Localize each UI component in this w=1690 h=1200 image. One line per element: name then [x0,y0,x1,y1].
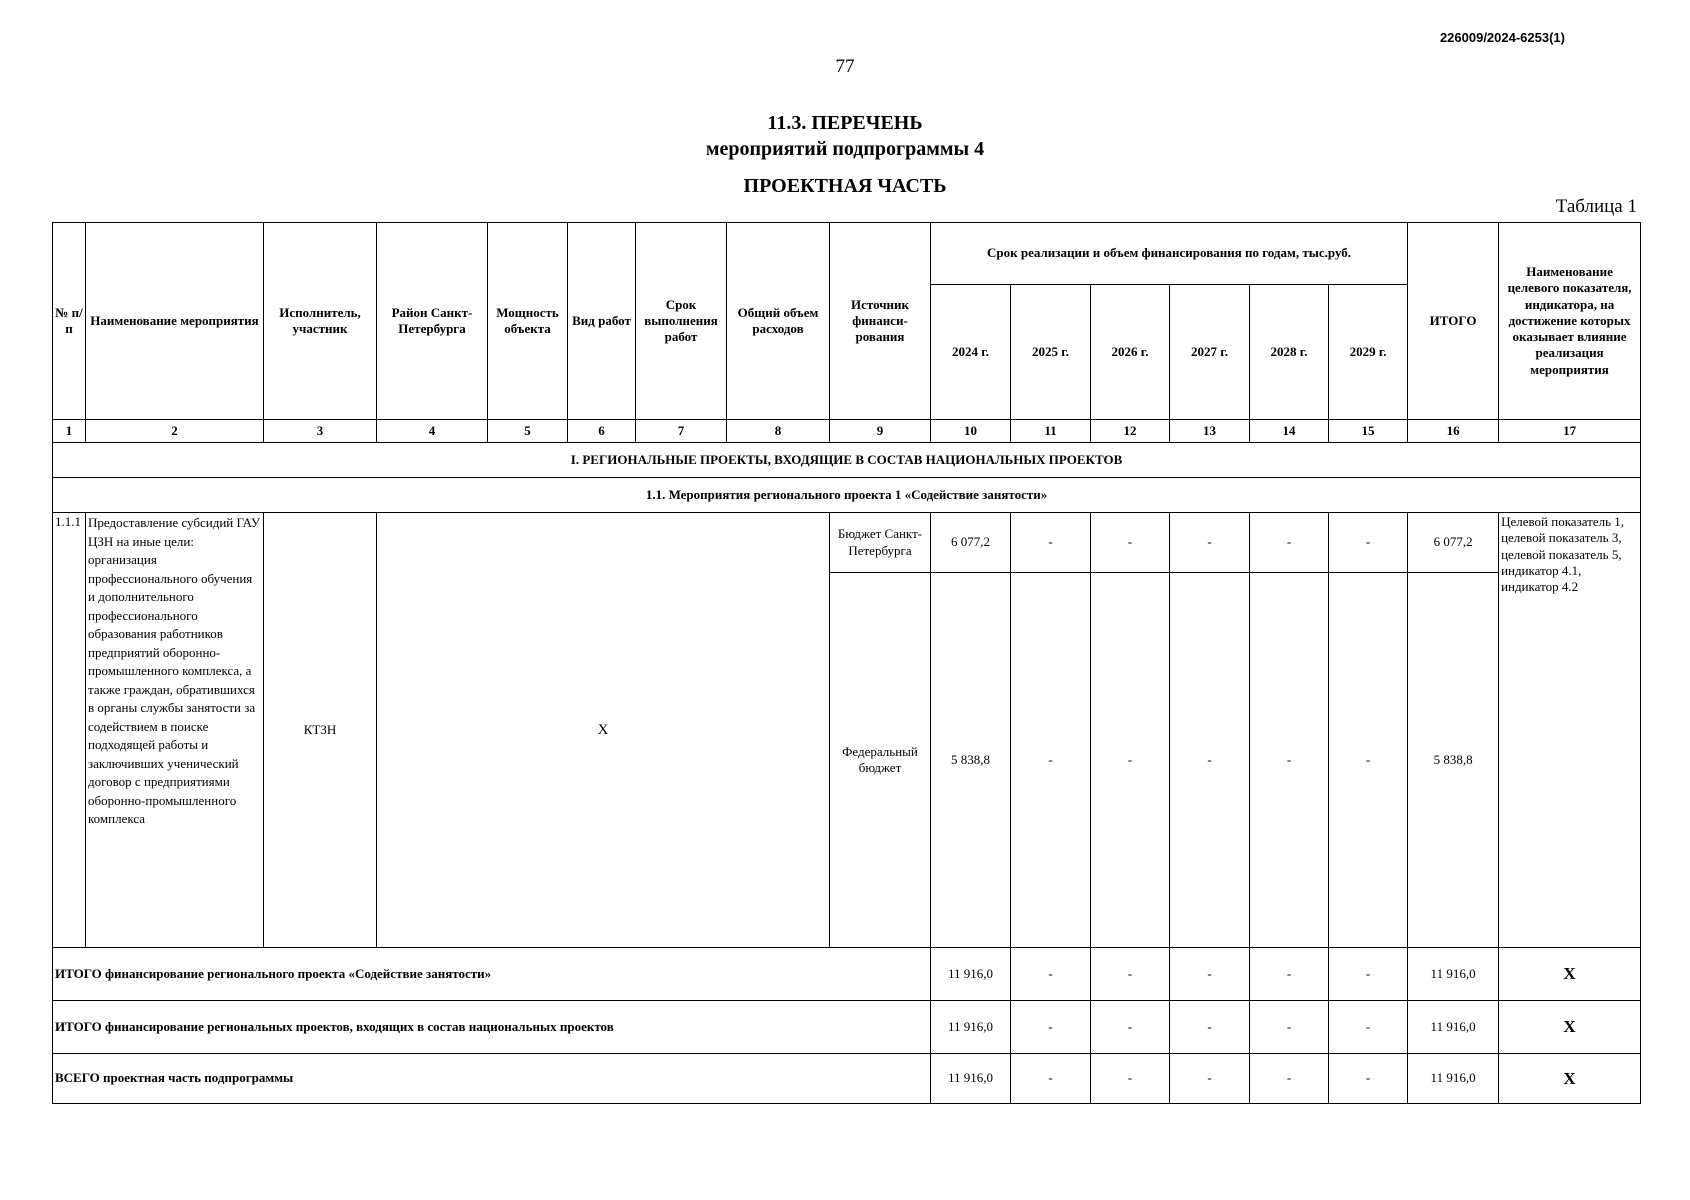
column-number: 5 [488,420,568,443]
value-2026: - [1091,948,1170,1001]
title-line-1: 11.3. ПЕРЕЧЕНЬ [767,112,923,134]
value-2028: - [1250,1054,1329,1104]
title-line-2: мероприятий подпрограммы 4 [705,138,985,160]
table-label: Таблица 1 [1555,196,1637,217]
totals-label: ИТОГО финансирование регионального проекта «Содействие занятости» [53,948,931,1001]
header-funding-by-year: Срок реализации и объем финансирования по годам, тыс.руб. [931,223,1408,285]
item-x-mark: Х [377,513,830,948]
column-number: 14 [1250,420,1329,443]
header-year-2025: 2025 г. [1011,285,1091,420]
totals-row [53,1001,1641,1054]
value-2027: - [1170,1001,1250,1054]
value-2024: 11 916,0 [931,948,1011,1001]
item-executor: КТЗН [264,513,377,948]
column-number: 1 [53,420,86,443]
totals-label: ИТОГО финансирование региональных проектов, входящих в состав национальных проектов [53,1001,931,1054]
x-mark: Х [1499,1054,1641,1104]
source-name: Бюджет Санкт-Петербурга [830,513,931,573]
totals-row [53,1054,1641,1104]
column-number: 12 [1091,420,1170,443]
header-district: Район Санкт-Петербурга [377,223,488,420]
value-2027: - [1170,513,1250,573]
value-total: 11 916,0 [1408,1054,1499,1104]
value-2027: - [1170,573,1250,948]
header-total: ИТОГО [1408,223,1499,420]
value-2024: 6 077,2 [931,513,1011,573]
column-number: 6 [568,420,636,443]
header-funding-source: Источник финанси-рования [830,223,931,420]
value-total: 11 916,0 [1408,1001,1499,1054]
column-number: 17 [1499,420,1641,443]
column-number: 10 [931,420,1011,443]
value-2028: - [1250,1001,1329,1054]
value-2024: 5 838,8 [931,573,1011,948]
column-number: 11 [1011,420,1091,443]
value-2025: - [1011,513,1091,573]
item-name: Предоставление субсидий ГАУ ЦЗН на иные цели: организация профессионального обучения и дополнительного профессионального образования работников предприятий оборонно-промышленного комплекса, а также граждан, обратившихся в органы службы занятости за содействием в поиске подходящей работы и заключивших ученический договор с предприятиями оборонно-промышленного комплекса [86,513,264,948]
value-2025: - [1011,1054,1091,1104]
column-number: 7 [636,420,727,443]
title-line-3: ПРОЕКТНАЯ ЧАСТЬ [743,175,947,197]
header-year-2028: 2028 г. [1250,285,1329,420]
value-2029: - [1329,573,1408,948]
page-number: 77 [835,56,855,77]
column-number: 2 [86,420,264,443]
item-indicator: Целевой показатель 1, целевой показатель 3, целевой показатель 5, индикатор 4.1, индикатор 4.2 [1499,513,1641,948]
value-2026: - [1091,1054,1170,1104]
value-2027: - [1170,1054,1250,1104]
value-2026: - [1091,1001,1170,1054]
section-heading: I. РЕГИОНАЛЬНЫЕ ПРОЕКТЫ, ВХОДЯЩИЕ В СОСТАВ НАЦИОНАЛЬНЫХ ПРОЕКТОВ [53,443,1641,478]
header-year-2029: 2029 г. [1329,285,1408,420]
header-capacity: Мощность объекта [488,223,568,420]
column-number: 13 [1170,420,1250,443]
column-numbers-row [53,420,1641,443]
item-number: 1.1.1 [53,513,86,948]
header-year-2027: 2027 г. [1170,285,1250,420]
source-name: Федеральный бюджет [830,573,931,948]
header-indicator: Наименование целевого показателя, индикатора, на достижение которых оказывает влияние реализация мероприятия [1499,223,1641,420]
value-2025: - [1011,1001,1091,1054]
header-number: № п/п [53,223,86,420]
value-2029: - [1329,1054,1408,1104]
value-2029: - [1329,513,1408,573]
totals-label: ВСЕГО проектная часть подпрограммы [53,1054,931,1104]
header-executor: Исполнитель, участник [264,223,377,420]
x-mark: Х [1499,1001,1641,1054]
value-2025: - [1011,573,1091,948]
header-activity-name: Наименование мероприятия [86,223,264,420]
value-2028: - [1250,948,1329,1001]
subsection-heading: 1.1. Мероприятия регионального проекта 1 «Содействие занятости» [53,478,1641,513]
header-year-2024: 2024 г. [931,285,1011,420]
value-2028: - [1250,513,1329,573]
column-number: 9 [830,420,931,443]
header-deadline: Срок выполнения работ [636,223,727,420]
value-total: 5 838,8 [1408,573,1499,948]
totals-row [53,948,1641,1001]
table-row [53,513,1641,573]
column-number: 16 [1408,420,1499,443]
value-total: 6 077,2 [1408,513,1499,573]
value-2025: - [1011,948,1091,1001]
value-total: 11 916,0 [1408,948,1499,1001]
column-number: 8 [727,420,830,443]
value-2024: 11 916,0 [931,1001,1011,1054]
value-2029: - [1329,948,1408,1001]
header-year-2026: 2026 г. [1091,285,1170,420]
header-work-type: Вид работ [568,223,636,420]
column-number: 4 [377,420,488,443]
column-number: 3 [264,420,377,443]
x-mark: Х [1499,948,1641,1001]
value-2028: - [1250,573,1329,948]
value-2024: 11 916,0 [931,1054,1011,1104]
value-2026: - [1091,573,1170,948]
header-total-expenses: Общий объем расходов [727,223,830,420]
value-2026: - [1091,513,1170,573]
activities-table [52,222,1641,1104]
column-number: 15 [1329,420,1408,443]
value-2029: - [1329,1001,1408,1054]
document-id: 226009/2024-6253(1) [1439,30,1565,45]
value-2027: - [1170,948,1250,1001]
